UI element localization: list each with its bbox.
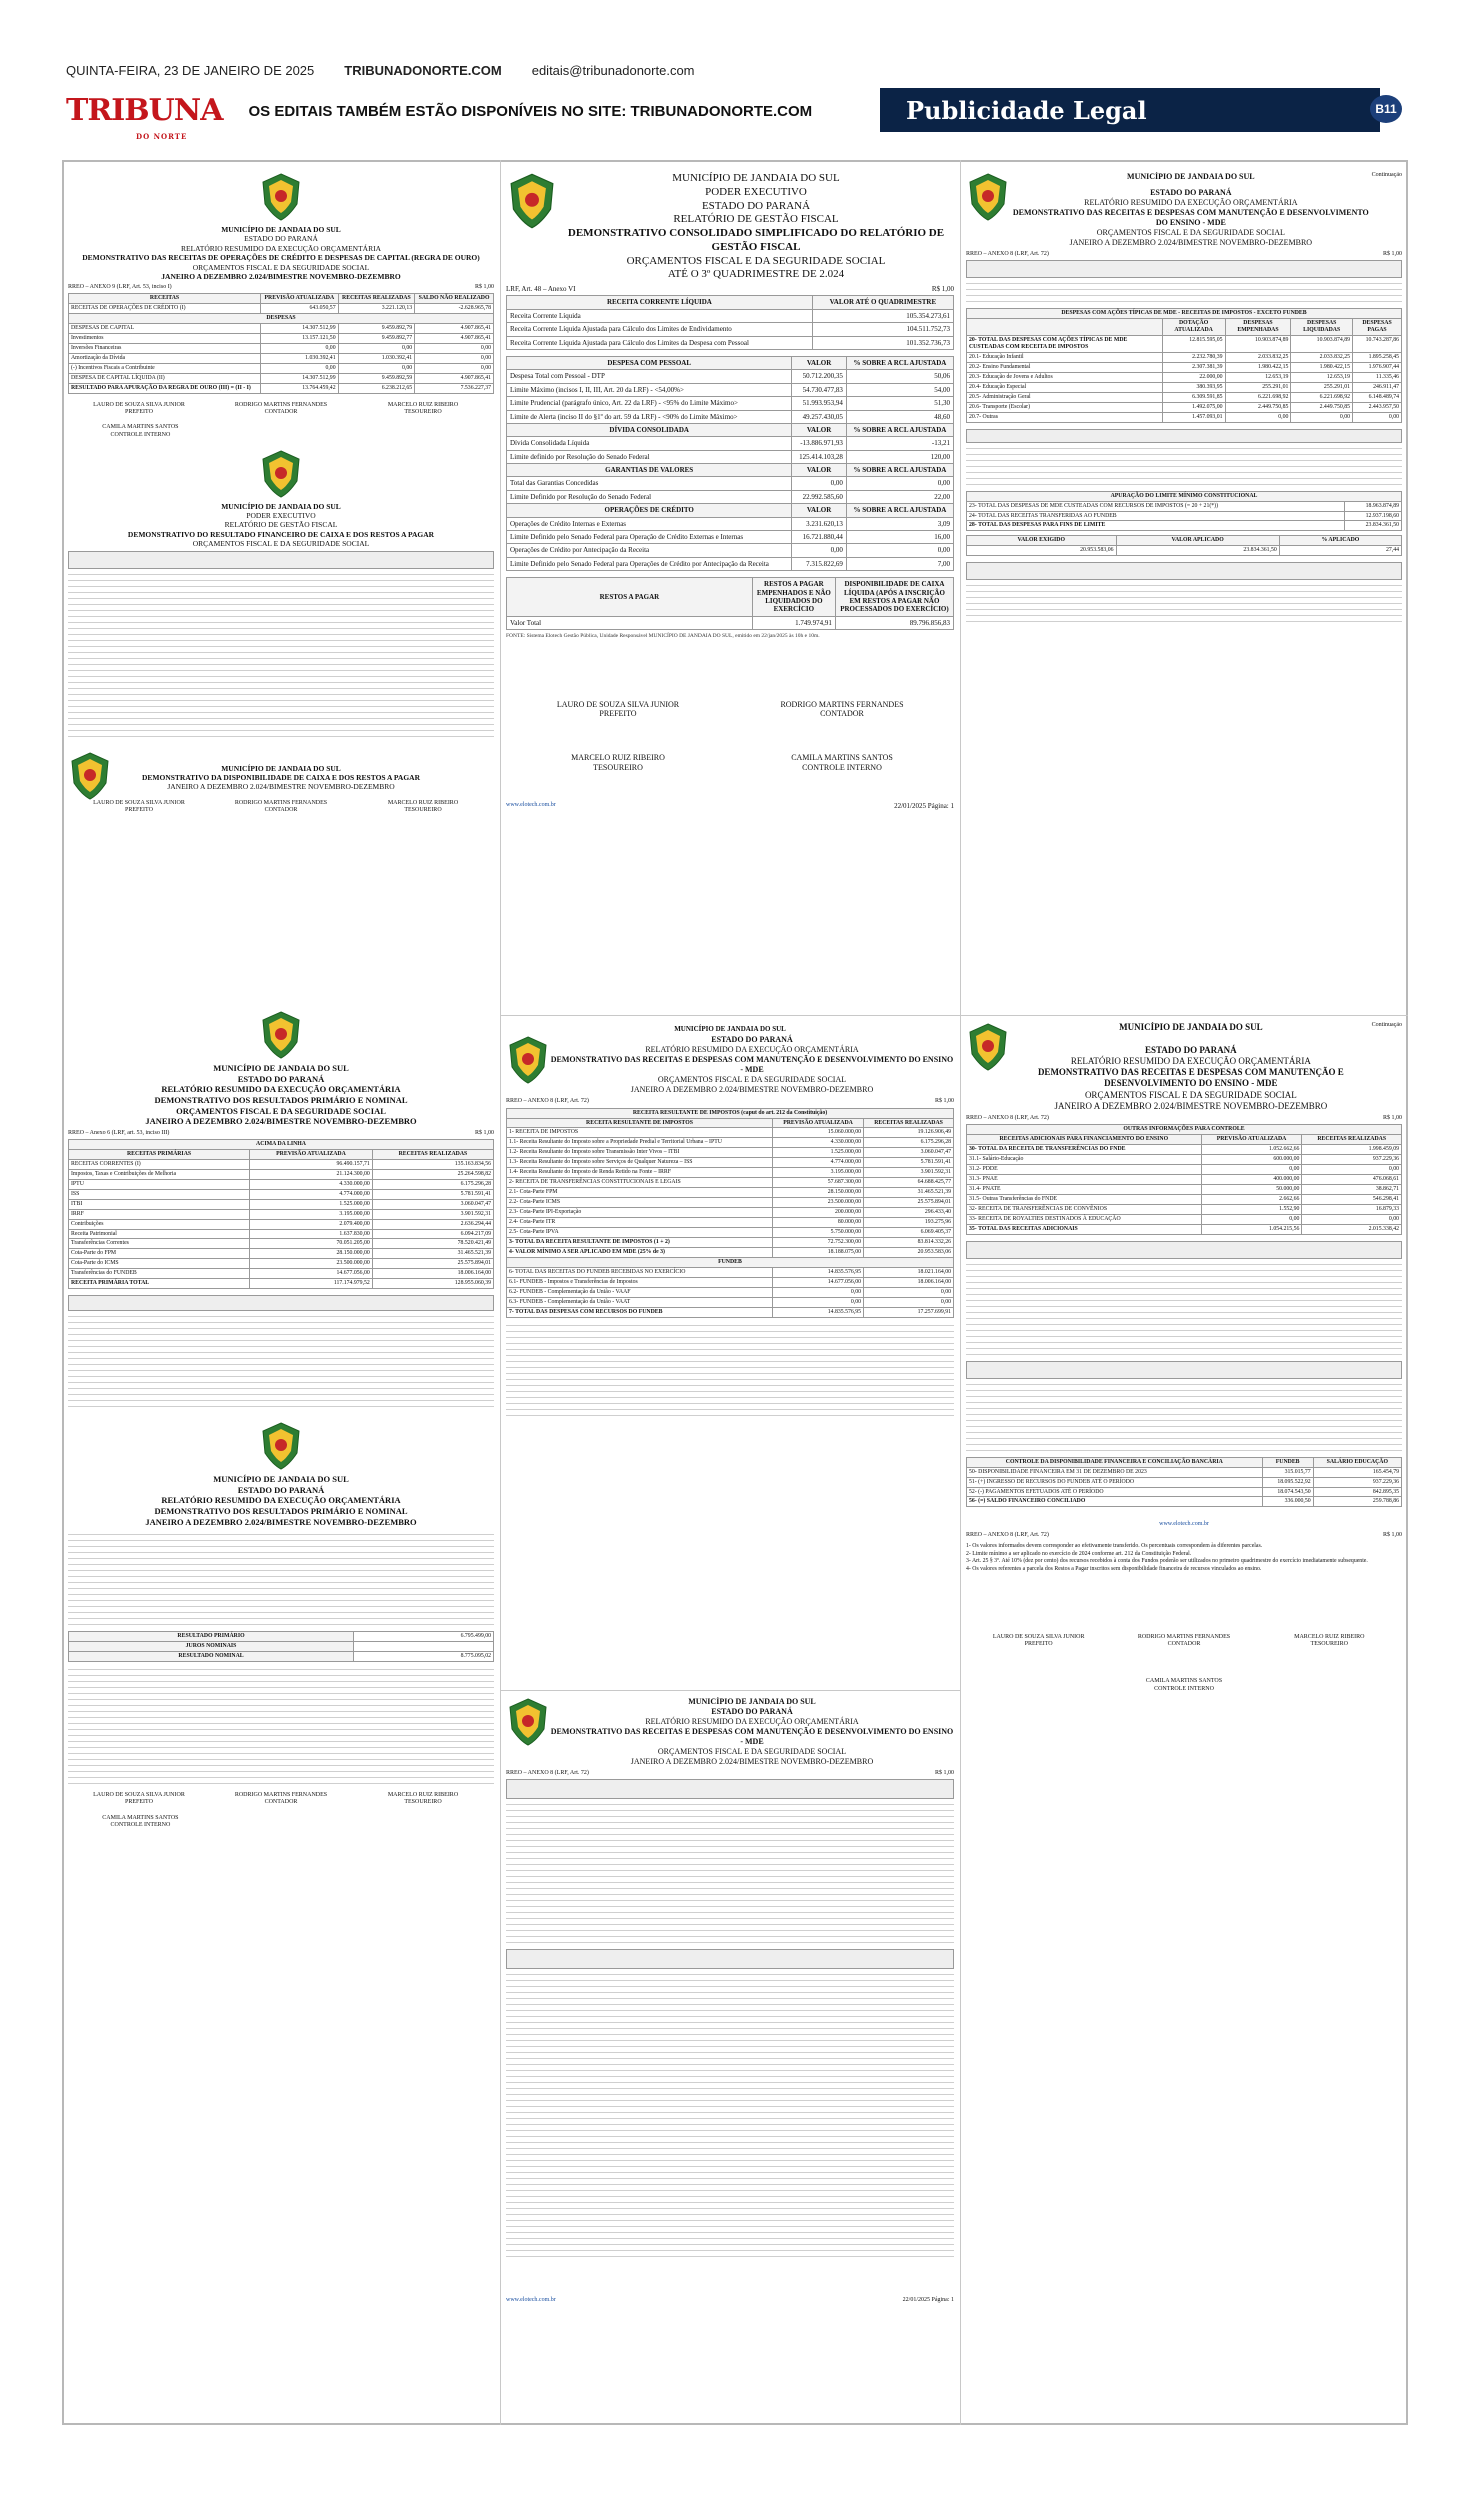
outras-despesas-lines xyxy=(966,1241,1402,1451)
table-row: 31.1- Salário-Educação 600.000,00 937.229,36 xyxy=(967,1155,1402,1165)
unit-label: R$ 1,00 xyxy=(474,284,494,291)
table-row: Limite definido por Resolução do Senado Federal 125.414.103,28 120,00 xyxy=(507,450,954,463)
table-row: Limite Definido pelo Senado Federal para Operação de Crédito Externas e Internas 16.721.880,44 16,00 xyxy=(507,531,954,544)
table-row: Operações de Crédito por Antecipação da Receita 0,00 0,00 xyxy=(507,544,954,557)
municipal-crest-icon xyxy=(966,1022,1010,1072)
table-row: 1.1- Receita Resultante do Imposto sobre a Propriedade Predial e Territorial Urbana – IPTU 4.330.000,00 6.175.296,28 xyxy=(507,1138,954,1148)
table-row: Impostos, Taxas e Contribuições de Melhoria 21.124.300,00 25.264.598,82 xyxy=(69,1169,494,1179)
valor-aplicado-table: VALOR EXIGIDO VALOR APLICADO % APLICADO 20.953.583,06 23.834.361,50 27,44 xyxy=(966,535,1402,556)
doc-title: DEMONSTRATIVO DOS RESULTADOS PRIMÁRIO E NOMINAL xyxy=(154,1094,408,1105)
disponibilidade-financeira-table: CONTROLE DA DISPONIBILIDADE FINANCEIRA E CONCILIAÇÃO BANCÁRIA FUNDEB SALÁRIO EDUCAÇÃO 50- DISPONIBILIDADE FINANCEIRA EM 31 DE DEZEMBRO DE 2023 315.015,77 165.454,79 51- (+) INGRESSO DE RECURSOS DO FUNDEB ATÉ O PERÍODO 18.095.522,92 937.229,36 52- (-) PAGAMENTOS EFETUADOS ATÉ O PERÍODO 18.074.543,50 842.895,35 56- (=) SALDO FINANCEIRO CONCILIADO 336.000,50 259.788,86 xyxy=(966,1457,1402,1508)
doc-regra-de-ouro: MUNICÍPIO DE JANDAIA DO SUL ESTADO DO PARANÁ RELATÓRIO RESUMIDO DA EXECUÇÃO ORÇAMENTÁRIA DEMONSTRATIVO DAS RECEITAS DE OPERAÇÕES DE CRÉDITO E DESPESAS DE CAPITAL (REGRA DE OURO) ORÇAMENTOS FISCAL E DA SEGURIDADE SOCIAL JANEIRO A DEZEMBRO 2.024/BIMESTRE NOVEMBRO-DEZEMBRO RREO – ANEXO 9 (LRF, Art. 53, inciso I) R$ 1,00 RECEITAS PREVISÃO ATUALIZADA RECEITAS REALIZADAS SALDO NÃO REALIZADO RECEITAS DE OPERAÇÕES DE CRÉDITO (I) 643.050,57 3.221.120,13 -2.628.965,78 DESPESAS DESPESAS DE CAPITAL 14.307.512,99 9.459.892,79 4.907.865,41 Investimentos 13.157.121,50 9.459.892,77 4.907.865,41 Inversões Financeiras 0,00 0,00 0,00 Amortização da Dívida 1.030.392,41 1.030.392,41 0,00 (-) Incentivos Fiscais a Contribuinte 0,00 0,00 0,00 DESPESA DE CAPITAL LÍQUIDA (II) 14.307.512,99 9.459.892,59 4.907.865,41 RESULTADO PARA APURAÇÃO DA REGRA DE OURO (III) = (II - I) 13.764.459,42 6.238.212,65 7.536.227,37 LAURO DE SOUZA SILVA JUNIOR PREFEITO RODRIGO MARTINS FERNANDES CONTADOR MARCELO RUIZ RIBEIRO TESOUREIRO CAMILA MARTINS SANTOS CONTROLE INTERNO MUNICÍPIO DE JANDAIA DO SUL PODER EXECUTIVO RELATÓRIO DE GESTÃO FISCAL DEMONSTRATIVO DO RESULTADO FINANCEIRO DE CAIXA E DOS RESTOS A PAGAR ORÇAMENTOS FISCAL E DA SEGURIDADE SOCIAL MUNICÍPIO DE JANDAIA DO SUL DEMONSTRATIVO DA DISPONIBILIDADE DE CAIXA E DOS RESTOS A PAGAR JANEIRO A DEZEMBRO 2.024/BIMESTRE NOVEMBRO-DEZEMBRO LAURO DE SOUZA SILVA JUNIOR PREFEITO RODRIGO MARTINS FERNANDES CONTADOR MARCELO RUIZ RIBEIRO TESOUREIRO xyxy=(68,172,494,1072)
signature-block: CAMILA MARTINS SANTOS CONTROLE INTERNO xyxy=(102,424,179,438)
table-row: 20.5- Administração Geral 6.309.591,85 6.221.698,92 6.221.698,92 6.148.489,74 xyxy=(967,392,1402,402)
table-row: Transferências Correntes 70.051.205,00 78.520.421,49 xyxy=(69,1239,494,1249)
receitas-adicionais-table: OUTRAS INFORMAÇÕES PARA CONTROLE RECEITAS ADICIONAIS PARA FINANCIAMENTO DO ENSINO PREVISÃO ATUALIZADA RECEITAS REALIZADAS 30- TOTAL DA RECEITA DE TRANSFERÊNCIAS DO FNDE 1.052.662,66 1.998.459,09 31.1- Salário-Educação 600.000,00 937.229,36 31.2- PDDE 0,00 0,00 31.3- PNAE 400.000,00 476.068,61 31.4- PNATE 50.000,00 38.862,71 31.5- Outras Transferências do FNDE 2.662,66 546.298,41 32- RECEITA DE TRANSFERÊNCIAS DE CONVÊNIOS 1.552,90 16.879,33 33- RECEITA DE ROYALTIES DESTINADOS À EDUCAÇÃO 0,00 0,00 35- TOTAL DAS RECEITAS ADICIONAIS 1.054.215,56 2.015.338,42 xyxy=(966,1124,1402,1234)
rgf-table: RECEITA CORRENTE LÍQUIDA VALOR ATÉ O QUADRIMESTRE Receita Corrente Líquida 105.354.273,61 Receita Corrente Líquida Ajustada para Cálculo dos Limites de Endividamento 104.511.752,73 Receita Corrente Líquida Ajustada para Cálculo dos Limites da Despesa com Pessoal 101.352.736,73 xyxy=(506,295,954,350)
signature-block: LAURO DE SOUZA SILVA JUNIOR PREFEITO RODRIGO MARTINS FERNANDES CONTADOR MARCELO RUIZ RIBEIRO TESOUREIRO xyxy=(992,1634,1365,1648)
doc-mde-outras-informacoes: MUNICÍPIO DE JANDAIA DO SUL ESTADO DO PARANÁ RELATÓRIO RESUMIDO DA EXECUÇÃO ORÇAMENTÁRIA DEMONSTRATIVO DAS RECEITAS E DESPESAS COM MANUTENÇÃO E DESENVOLVIMENTO DO ENSINO - MDE ORÇAMENTOS FISCAL E DA SEGURIDADE SOCIAL JANEIRO A DEZEMBRO 2.024/BIMESTRE NOVEMBRO-DEZEMBRO Continuação RREO – ANEXO 8 (LRF, Art. 72) R$ 1,00 OUTRAS INFORMAÇÕES PARA CONTROLE RECEITAS ADICIONAIS PARA FINANCIAMENTO DO ENSINO PREVISÃO ATUALIZADA RECEITAS REALIZADAS 30- TOTAL DA RECEITA DE TRANSFERÊNCIAS DO FNDE 1.052.662,66 1.998.459,09 31.1- Salário-Educação 600.000,00 937.229,36 31.2- PDDE 0,00 0,00 31.3- PNAE 400.000,00 476.068,61 31.4- PNATE 50.000,00 38.862,71 31.5- Outras Transferências do FNDE 2.662,66 546.298,41 32- RECEITA DE TRANSFERÊNCIAS DE CONVÊNIOS 1.552,90 16.879,33 33- RECEITA DE ROYALTIES DESTINADOS À EDUCAÇÃO 0,00 0,00 35- TOTAL DAS RECEITAS ADICIONAIS 1.054.215,56 2.015.338,42 CONTROLE DA DISPONIBILIDADE FINANCEIRA E CONCILIAÇÃO BANCÁRIA FUNDEB SALÁRIO EDUCAÇÃO 50- DISPONIBILIDADE FINANCEIRA EM 31 DE DEZEMBRO DE 2023 315.015,77 165.454,79 51- (+) INGRESSO DE RECURSOS DO FUNDEB ATÉ O PERÍODO 18.095.522,92 937.229,36 52- (-) PAGAMENTOS EFETUADOS ATÉ O PERÍODO 18.074.543,50 842.895,35 56- (=) SALDO FINANCEIRO CONCILIADO 336.000,50 259.788,86 www.elotech.com.br RREO – ANEXO 8 (LRF, Art. 72) R$ 1,00 1- Os valores informados devem corresponder ao efetivamente transferido. Os percentuais correspondem às diferentes parcelas. 2- Limite mínimo a ser aplicado no exercício de 2024 conforme art. 212 da Constituição Federal. 3- Art. 25 § 3º. Até 10% (dez por cento) dos recursos recebidos à conta dos Fundos poderão ser utilizados no primeiro quadrimestre do exercício imediatamente subsequente. 4- Os valores referentes a parcela dos Restos a Pagar inscritos sem disponibilidade financeira de recursos vinculados ao ensino. LAURO DE SOUZA SILVA JUNIOR PREFEITO RODRIGO MARTINS FERNANDES CONTADOR MARCELO RUIZ RIBEIRO TESOUREIRO CAMILA MARTINS SANTOS CONTROLE INTERNO xyxy=(966,1022,1402,1692)
signature-block: LAURO DE SOUZA SILVA JUNIOR PREFEITO RODRIGO MARTINS FERNANDES CONTADOR MARCELO RUIZ RIBEIRO TESOUREIRO xyxy=(93,1792,459,1806)
table-row: 20.7- Outras 1.457.093,01 0,00 0,00 0,00 xyxy=(967,412,1402,422)
table-row: 20.6- Transporte (Escolar) 1.492.075,00 2.449.750,85 2.449.750,85 2.443.957,50 xyxy=(967,402,1402,412)
municipality-name: MUNICÍPIO DE JANDAIA DO SUL xyxy=(221,225,341,234)
table-row: 35- TOTAL DAS RECEITAS ADICIONAIS 1.054.215,56 2.015.338,42 xyxy=(967,1224,1402,1234)
despesas-primarias-lines xyxy=(68,1295,494,1407)
table-row: 33- RECEITA DE ROYALTIES DESTINADOS À EDUCAÇÃO 0,00 0,00 xyxy=(967,1214,1402,1224)
table-row: 20.3- Educação de Jovens e Adultos 22.000,00 12.653,19 12.653,19 11.335,46 xyxy=(967,372,1402,382)
edital-notice: OS EDITAIS TAMBÉM ESTÃO DISPONÍVEIS NO SITE: TRIBUNADONORTE.COM xyxy=(248,102,813,120)
resultado-nominal-value: 8.775.095,02 xyxy=(354,1652,494,1662)
website-link[interactable]: TRIBUNADONORTE.COM xyxy=(344,62,502,78)
juros-label: JUROS NOMINAIS xyxy=(69,1642,354,1652)
fundeb-heading: FUNDEB xyxy=(507,1257,954,1267)
doc-title: DEMONSTRATIVO DAS RECEITAS E DESPESAS COM MANUTENÇÃO E DESENVOLVIMENTO DO ENSINO - MDE xyxy=(550,1727,954,1746)
table-row: 50- DISPONIBILIDADE FINANCEIRA EM 31 DE DEZEMBRO DE 2023 315.015,77 165.454,79 xyxy=(967,1467,1402,1477)
email-link[interactable]: editais@tribunadonorte.com xyxy=(531,62,695,78)
fundeb-indicators-lines xyxy=(966,260,1402,302)
signature-block: MARCELO RUIZ RIBEIRO TESOUREIRO CAMILA MARTINS SANTOS CONTROLE INTERNO xyxy=(571,752,893,772)
resultado-primario-label: RESULTADO PRIMÁRIO xyxy=(69,1632,354,1642)
signature-block: CAMILA MARTINS SANTOS CONTROLE INTERNO xyxy=(102,1814,179,1828)
resultado-table xyxy=(68,1631,494,1662)
table-row: Total das Garantias Concedidas 0,00 0,00 xyxy=(507,477,954,490)
col-saldo: SALDO NÃO REALIZADO xyxy=(415,294,494,304)
table-row: Receita Corrente Líquida Ajustada para Cálculo dos Limites da Despesa com Pessoal 101.352.736,73 xyxy=(507,336,954,349)
col-receitas: RECEITAS xyxy=(69,294,261,304)
table-row: 2.2- Cota-Parte ICMS 23.500.000,00 25.575.894,01 xyxy=(507,1198,954,1208)
table-row: Receita Patrimonial 1.637.830,00 6.094.217,09 xyxy=(69,1229,494,1239)
column-divider xyxy=(500,160,501,2425)
table-row: IPTU 4.330.000,00 6.175.296,28 xyxy=(69,1179,494,1189)
table-row: IRRF 3.195.000,00 3.901.592,31 xyxy=(69,1209,494,1219)
continuation-lines xyxy=(68,1529,494,1625)
table-row: 2.3- Cota-Parte IPI-Exportação 200.000,00 296.433,40 xyxy=(507,1208,954,1218)
table-row: (-) Incentivos Fiscais a Contribuinte 0,00 0,00 0,00 xyxy=(69,364,494,374)
fonte-note: FONTE: Sistema Elotech Gestão Pública, Unidade Responsável MUNICÍPIO DE JANDAIA DO SUL, emitido em 22/jan/2025 às 10h e 10m. xyxy=(506,633,820,640)
doc-rgf-simplificado: MUNICÍPIO DE JANDAIA DO SUL PODER EXECUTIVO ESTADO DO PARANÁ RELATÓRIO DE GESTÃO FISCAL DEMONSTRATIVO CONSOLIDADO SIMPLIFICADO DO RELATÓRIO DE GESTÃO FISCAL ORÇAMENTOS FISCAL E DA SEGURIDADE SOCIAL ATÉ O 3º QUADRIMESTRE DE 2.024 LRF, Art. 48 – Anexo VI R$ 1,00 RECEITA CORRENTE LÍQUIDA VALOR ATÉ O QUADRIMESTRE Receita Corrente Líquida 105.354.273,61 Receita Corrente Líquida Ajustada para Cálculo dos Limites de Endividamento 104.511.752,73 Receita Corrente Líquida Ajustada para Cálculo dos Limites da Despesa com Pessoal 101.352.736,73 DESPESA COM PESSOAL VALOR % SOBRE A RCL AJUSTADA Despesa Total com Pessoal - DTP 50.712.200,35 50,06 Limite Máximo (incisos I, II, III, Art. 20 da LRF) - <54,00%> 54.730.477,83 54,00 Limite Prudencial (parágrafo único, Art. 22 da LRF) - <95% do Limite Máximo> 51.993.953,94 51,30 Limite de Alerta (inciso II do §1º do art. 59 da LRF) - <90% do Limite Máximo> 49.257.430,05 48,60 DÍVIDA CONSOLIDADA VALOR % SOBRE A RCL AJUSTADA Dívida Consolidada Líquida -13.886.971,93 -13,21 Limite definido por Resolução do Senado Federal 125.414.103,28 120,00 GARANTIAS DE VALORES VALOR % SOBRE A RCL AJUSTADA Total das Garantias Concedidas 0,00 0,00 Limite Definido por Resolução do Senado Federal 22.992.585,60 22,00 OPERAÇÕES DE CRÉDITO VALOR % SOBRE A RCL AJUSTADA Operações de Crédito Internas e Externas 3.231.620,13 3,09 Limite Definido pelo Senado Federal para Operação de Crédito Externas e Internas 16.721.880,44 16,00 Operações de Crédito por Antecipação da Receita 0,00 0,00 Limite Definido pelo Senado Federal para Operações de Crédito por Antecipação da Receita 7.315.822,69 7,00 RESTOS A PAGAR RESTOS A PAGAR EMPENHADOS E NÃO LIQUIDADOS DO EXERCÍCIO DISPONIBILIDADE DE CAIXA LÍQUIDA (APÓS A INSCRIÇÃO EM RESTOS A PAGAR NÃO PROCESSADOS DO EXERCÍCIO) Valor Total 1.749.974,91 89.796.856,83 FONTE: Sistema Elotech Gestão Pública, Unidade Responsável MUNICÍPIO DE JANDAIA DO SUL, emitido em 22/jan/2025 às 10h e 10m. LAURO DE SOUZA SILVA JUNIOR PREFEITO RODRIGO MARTINS FERNANDES CONTADOR MARCELO RUIZ RIBEIRO TESOUREIRO CAMILA MARTINS SANTOS CONTROLE INTERNO www.elotech.com.br 22/01/2025 Página: 1 xyxy=(506,172,954,811)
table-row: Dívida Consolidada Líquida -13.886.971,93 -13,21 xyxy=(507,437,954,450)
table-row: 31.3- PNAE 400.000,00 476.068,61 xyxy=(967,1174,1402,1184)
continuation-lines xyxy=(68,1664,494,1784)
limite-constitucional-table: APURAÇÃO DO LIMITE MÍNIMO CONSTITUCIONAL 23- TOTAL DAS DESPESAS DE MDE CUSTEADAS COM RECURSOS DE IMPOSTOS (= 20 + 21(*)) 18.963.874,89 24- TOTAL DAS RECEITAS TRANSFERIDAS AO FUNDEB 12.937.198,60 28- TOTAL DAS DESPESAS PARA FINS DE LIMITE 23.834.361,50 xyxy=(966,491,1402,532)
table-row: ITBI 1.525.000,00 3.060.047,47 xyxy=(69,1199,494,1209)
elotech-link[interactable]: www.elotech.com.br xyxy=(1159,1521,1209,1528)
page-number-badge: B11 xyxy=(1370,95,1402,123)
table-row: 6- TOTAL DAS RECEITAS DO FUNDEB RECEBIDAS NO EXERCÍCIO 14.835.576,95 18.021.164,00 xyxy=(507,1267,954,1277)
column-divider xyxy=(960,160,961,2425)
doc-mde-receitas: MUNICÍPIO DE JANDAIA DO SUL ESTADO DO PARANÁ RELATÓRIO RESUMIDO DA EXECUÇÃO ORÇAMENTÁRIA DEMONSTRATIVO DAS RECEITAS E DESPESAS COM MANUTENÇÃO E DESENVOLVIMENTO DO ENSINO - MDE ORÇAMENTOS FISCAL E DA SEGURIDADE SOCIAL JANEIRO A DEZEMBRO 2.024/BIMESTRE NOVEMBRO-DEZEMBRO RREO – ANEXO 8 (LRF, Art. 72) R$ 1,00 RECEITA RESULTANTE DE IMPOSTOS (caput do art. 212 da Constituição) RECEITA RESULTANTE DE IMPOSTOS PREVISÃO ATUALIZADA RECEITAS REALIZADAS 1- RECEITA DE IMPOSTOS 15.060.000,00 19.126.906,49 1.1- Receita Resultante do Imposto sobre a Propriedade Predial e Territorial Urbana – IPTU 4.330.000,00 6.175.296,28 1.2- Receita Resultante do Imposto sobre Transmissão Inter Vivos – ITBI 1.525.000,00 3.060.047,47 1.3- Receita Resultante do Imposto sobre Serviços de Qualquer Natureza – ISS 4.774.000,00 5.781.591,41 1.4- Receita Resultante do Imposto de Renda Retido na Fonte – IRRF 3.195.000,00 3.901.592,31 2- RECEITA DE TRANSFERÊNCIAS CONSTITUCIONAIS E LEGAIS 57.687.300,00 64.688.425,77 2.1- Cota-Parte FPM 28.150.000,00 31.465.521,39 2.2- Cota-Parte ICMS 23.500.000,00 25.575.894,01 2.3- Cota-Parte IPI-Exportação 200.000,00 296.433,40 2.4- Cota-Parte ITR 80.000,00 193.275,96 2.5- Cota-Parte IPVA 5.750.000,00 6.069.405,37 3- TOTAL DA RECEITA RESULTANTE DE IMPOSTOS (1 + 2) 72.752.300,00 83.814.332,26 4- VALOR MÍNIMO A SER APLICADO EM MDE (25% de 3) 18.188.075,00 20.953.583,06 FUNDEB 6- TOTAL DAS RECEITAS DO FUNDEB RECEBIDAS NO EXERCÍCIO 14.835.576,95 18.021.164,00 6.1- FUNDEB - Impostos e Transferências de Impostos 14.677.056,00 18.006.164,00 6.2- FUNDEB - Complementação da União - VAAF 0,00 0,00 6.3- FUNDEB - Complementação da União - VAAT 0,00 0,00 7- TOTAL DAS DESPESAS COM RECURSOS DO FUNDEB 14.835.576,95 17.257.699,91 xyxy=(506,1022,954,1687)
table-row: 28- TOTAL DAS DESPESAS PARA FINS DE LIMITE 23.834.361,50 xyxy=(967,521,1402,531)
resultado-nominal-label: RESULTADO NOMINAL xyxy=(69,1652,354,1662)
signature-block: LAURO DE SOUZA SILVA JUNIOR PREFEITO RODRIGO MARTINS FERNANDES CONTADOR xyxy=(556,699,904,719)
notes-block: 1- Os valores informados devem corresponder ao efetivamente transferido. Os percentuais correspondem às diferentes parcelas. 2- Limite mínimo a ser aplicado no exercício de 2024 conforme art. 212 da Constituição Federal. 3- Art. 25 § 3º. Até 10% (dez por cento) dos recursos recebidos à conta dos Fundos poderão ser utilizados no primeiro quadrimestre do exercício imediatamente subsequente. 4- Os valores referentes a parcela dos Restos a Pagar inscritos sem disponibilidade financeira de recursos vinculados ao ensino. xyxy=(966,1542,1368,1573)
table-row: Operações de Crédito Internas e Externas 3.231.620,13 3,09 xyxy=(507,517,954,530)
municipal-crest-icon xyxy=(506,172,558,230)
row-divider xyxy=(500,1015,1408,1016)
table-row: RECEITAS CORRENTES (I) 96.490.157,71 135.163.834,56 xyxy=(69,1159,494,1169)
table-row: 24- TOTAL DAS RECEITAS TRANSFERIDAS AO FUNDEB 12.937.198,60 xyxy=(967,511,1402,521)
sub-doc-title: DEMONSTRATIVO DO RESULTADO FINANCEIRO DE CAIXA E DOS RESTOS A PAGAR xyxy=(127,529,435,539)
table-row: ISS 4.774.000,00 5.781.591,41 xyxy=(69,1189,494,1199)
table-row: DESPESA DE CAPITAL LÍQUIDA (II) 14.307.512,99 9.459.892,59 4.907.865,41 xyxy=(69,374,494,384)
report-title: RELATÓRIO RESUMIDO DA EXECUÇÃO ORÇAMENTÁRIA xyxy=(180,243,381,253)
col-previsao: PREVISÃO ATUALIZADA xyxy=(261,294,339,304)
signature-block: CAMILA MARTINS SANTOS CONTROLE INTERNO xyxy=(1145,1678,1223,1692)
table-row: 31.4- PNATE 50.000,00 38.862,71 xyxy=(967,1184,1402,1194)
continuation-label: Continuação xyxy=(1371,172,1402,178)
table-row: 2- RECEITA DE TRANSFERÊNCIAS CONSTITUCIONAIS E LEGAIS 57.687.300,00 64.688.425,77 xyxy=(507,1178,954,1188)
table-row: 2.1- Cota-Parte FPM 28.150.000,00 31.465.521,39 xyxy=(507,1188,954,1198)
table-row: Inversões Financeiras 0,00 0,00 0,00 xyxy=(69,344,494,354)
period-line: JANEIRO A DEZEMBRO 2.024/BIMESTRE NOVEMBRO-DEZEMBRO xyxy=(161,271,401,281)
table-row: Despesa Total com Pessoal - DTP 50.712.200,35 50,06 xyxy=(507,370,954,383)
table-row: 20- TOTAL DAS DESPESAS COM AÇÕES TÍPICAS DE MDE CUSTEADAS COM RECEITA DE IMPOSTOS 12.815.595,05 10.903.874,89 10.903.874,89 10.743.287,86 xyxy=(967,336,1402,353)
doc-title: DEMONSTRATIVO DAS RECEITAS DE OPERAÇÕES DE CRÉDITO E DESPESAS DE CAPITAL (REGRA DE OURO) xyxy=(82,253,480,263)
table-row: Limite Máximo (incisos I, II, III, Art. 20 da LRF) - <54,00%> 54.730.477,83 54,00 xyxy=(507,383,954,396)
table-row: 2.4- Cota-Parte ITR 80.000,00 193.275,96 xyxy=(507,1218,954,1228)
municipal-crest-icon xyxy=(68,751,112,801)
doc-title: DEMONSTRATIVO CONSOLIDADO SIMPLIFICADO DO RELATÓRIO DE GESTÃO FISCAL xyxy=(567,227,945,253)
table-row: 3- TOTAL DA RECEITA RESULTANTE DE IMPOSTOS (1 + 2) 72.752.300,00 83.814.332,26 xyxy=(507,1237,954,1247)
table-row: RESULTADO PARA APURAÇÃO DA REGRA DE OURO (III) = (II - I) 13.764.459,42 6.238.212,65 7.536.227,37 xyxy=(69,384,494,394)
resultado-primario-value: 6.795.499,00 xyxy=(354,1632,494,1642)
signature-block: LAURO DE SOUZA SILVA JUNIOR PREFEITO RODRIGO MARTINS FERNANDES CONTADOR MARCELO RUIZ RIBEIRO TESOUREIRO xyxy=(93,401,459,416)
municipal-crest-icon xyxy=(259,449,303,499)
table-row: Amortização da Dívida 1.030.392,41 1.030.392,41 0,00 xyxy=(69,354,494,364)
municipal-crest-icon xyxy=(966,172,1010,222)
table-row: 1.2- Receita Resultante do Imposto sobre Transmissão Inter Vivos – ITBI 1.525.000,00 3.060.047,47 xyxy=(507,1148,954,1158)
restos-table-lines xyxy=(68,551,494,737)
row-divider xyxy=(500,1690,960,1691)
doc-resultado-primario-nominal: MUNICÍPIO DE JANDAIA DO SUL ESTADO DO PARANÁ RELATÓRIO RESUMIDO DA EXECUÇÃO ORÇAMENTÁRIA DEMONSTRATIVO DOS RESULTADOS PRIMÁRIO E NOMINAL ORÇAMENTOS FISCAL E DA SEGURIDADE SOCIAL JANEIRO A DEZEMBRO 2.024/BIMESTRE NOVEMBRO-DEZEMBRO RREO – Anexo 6 (LRF, art. 53, inciso III) R$ 1,00 ACIMA DA LINHA RECEITAS PRIMÁRIAS PREVISÃO ATUALIZADA RECEITAS REALIZADAS RECEITAS CORRENTES (I) 96.490.157,71 135.163.834,56 Impostos, Taxas e Contribuições de Melhoria 21.124.300,00 25.264.598,82 IPTU 4.330.000,00 6.175.296,28 ISS 4.774.000,00 5.781.591,41 ITBI 1.525.000,00 3.060.047,47 IRRF 3.195.000,00 3.901.592,31 Contribuições 2.079.400,00 2.636.294,44 Receita Patrimonial 1.637.830,00 6.094.217,09 Transferências Correntes 70.051.205,00 78.520.421,49 Cota-Parte do FPM 28.150.000,00 31.465.521,39 Cota-Parte do ICMS 23.500.000,00 25.575.894,01 Transferências do FUNDEB 14.677.056,00 18.006.164,00 RECEITA PRIMÁRIA TOTAL 117.174.979,52 128.955.060,39 MUNICÍPIO DE JANDAIA DO SUL ESTADO DO PARANÁ RELATÓRIO RESUMIDO DA EXECUÇÃO ORÇAMENTÁRIA DEMONSTRATIVO DOS RESULTADOS PRIMÁRIO E NOMINAL JANEIRO A DEZEMBRO 2.024/BIMESTRE NOVEMBRO-DEZEMBRO RESULTADO PRIMÁRIO 6.795.499,00 JUROS NOMINAIS RESULTADO NOMINAL 8.775.095,02 LAURO DE SOUZA SILVA JUNIOR PREFEITO RODRIGO MARTINS FERNANDES CONTADOR MARCELO RUIZ RIBEIRO TESOUREIRO CAMILA MARTINS SANTOS CONTROLE INTERNO xyxy=(68,1010,494,2415)
doc-mde-limite: MUNICÍPIO DE JANDAIA DO SUL ESTADO DO PARANÁ RELATÓRIO RESUMIDO DA EXECUÇÃO ORÇAMENTÁRIA DEMONSTRATIVO DAS RECEITAS E DESPESAS COM MANUTENÇÃO E DESENVOLVIMENTO DO ENSINO - MDE ORÇAMENTOS FISCAL E DA SEGURIDADE SOCIAL JANEIRO A DEZEMBRO 2.024/BIMESTRE NOVEMBRO-DEZEMBRO Continuação RREO – ANEXO 8 (LRF, Art. 72) R$ 1,00 DESPESAS COM AÇÕES TÍPICAS DE MDE - RECEITAS DE IMPOSTOS - EXCETO FUNDEB DOTAÇÃO ATUALIZADA DESPESAS EMPENHADAS DESPESAS LIQUIDADAS DESPESAS PAGAS 20- TOTAL DAS DESPESAS COM AÇÕES TÍPICAS DE MDE CUSTEADAS COM RECEITA DE IMPOSTOS 12.815.595,05 10.903.874,89 10.903.874,89 10.743.287,86 20.1- Educação Infantil 2.232.780,39 2.033.832,25 2.033.832,25 1.895.258,45 20.2- Ensino Fundamental 2.307.381,39 1.980.422,15 1.980.422,15 1.976.907,44 20.3- Educação de Jovens e Adultos 22.000,00 12.653,19 12.653,19 11.335,46 20.4- Educação Especial 380.393,95 255.291,01 255.291,01 246.911,47 20.5- Administração Geral 6.309.591,85 6.221.698,92 6.221.698,92 6.148.489,74 20.6- Transporte (Escolar) 1.492.075,00 2.449.750,85 2.449.750,85 2.443.957,50 20.7- Outras 1.457.093,01 0,00 0,00 0,00 APURAÇÃO DO LIMITE MÍNIMO CONSTITUCIONAL 23- TOTAL DAS DESPESAS DE MDE CUSTEADAS COM RECURSOS DE IMPOSTOS (= 20 + 21(*)) 18.963.874,89 24- TOTAL DAS RECEITAS TRANSFERIDAS AO FUNDEB 12.937.198,60 28- TOTAL DAS DESPESAS PARA FINS DE LIMITE 23.834.361,50 VALOR EXIGIDO VALOR APLICADO % APLICADO 20.953.583,06 23.834.361,50 27,44 xyxy=(966,172,1402,1012)
municipal-crest-icon xyxy=(259,1010,303,1060)
receitas-primarias-table: ACIMA DA LINHA RECEITAS PRIMÁRIAS PREVISÃO ATUALIZADA RECEITAS REALIZADAS RECEITAS CORRENTES (I) 96.490.157,71 135.163.834,56 Impostos, Taxas e Contribuições de Melhoria 21.124.300,00 25.264.598,82 IPTU 4.330.000,00 6.175.296,28 ISS 4.774.000,00 5.781.591,41 ITBI 1.525.000,00 3.060.047,47 IRRF 3.195.000,00 3.901.592,31 Contribuições 2.079.400,00 2.636.294,44 Receita Patrimonial 1.637.830,00 6.094.217,09 Transferências Correntes 70.051.205,00 78.520.421,49 Cota-Parte do FPM 28.150.000,00 31.465.521,39 Cota-Parte do ICMS 23.500.000,00 25.575.894,01 Transferências do FUNDEB 14.677.056,00 18.006.164,00 RECEITA PRIMÁRIA TOTAL 117.174.979,52 128.955.060,39 xyxy=(68,1139,494,1289)
table-row: RECEITAS DE OPERAÇÕES DE CRÉDITO (I) 643.050,57 3.221.120,13 -2.628.965,78 xyxy=(69,304,494,314)
table-row: 51- (+) INGRESSO DE RECURSOS DO FUNDEB ATÉ O PERÍODO 18.095.522,92 937.229,36 xyxy=(967,1477,1402,1487)
table-row: 6.3- FUNDEB - Complementação da União - VAAT 0,00 0,00 xyxy=(507,1297,954,1307)
table-row: 6.1- FUNDEB - Impostos e Transferências de Impostos 14.677.056,00 18.006.164,00 xyxy=(507,1277,954,1287)
poder-line: PODER EXECUTIVO xyxy=(705,185,807,198)
continuation-lines xyxy=(506,1320,954,1416)
table-row: 52- (-) PAGAMENTOS EFETUADOS ATÉ O PERÍODO 18.074.543,50 842.895,35 xyxy=(967,1487,1402,1497)
table-row: Cota-Parte do ICMS 23.500.000,00 25.575.894,01 xyxy=(69,1259,494,1269)
table-row: 31.2- PDDE 0,00 0,00 xyxy=(967,1165,1402,1175)
table-row: Investimentos 13.157.121,50 9.459.892,77 4.907.865,41 xyxy=(69,334,494,344)
table-row: 32- RECEITA DE TRANSFERÊNCIAS DE CONVÊNIOS 1.552,90 16.879,33 xyxy=(967,1204,1402,1214)
elotech-link[interactable]: www.elotech.com.br xyxy=(506,2297,556,2304)
municipal-crest-icon xyxy=(506,1035,550,1085)
table-row: Cota-Parte do FPM 28.150.000,00 31.465.521,39 xyxy=(69,1249,494,1259)
municipal-crest-icon xyxy=(259,1421,303,1471)
table-row: 20.4- Educação Especial 380.393,95 255.291,01 255.291,01 246.911,47 xyxy=(967,382,1402,392)
table-row: 4- VALOR MÍNIMO A SER APLICADO EM MDE (25% de 3) 18.188.075,00 20.953.583,06 xyxy=(507,1247,954,1257)
acima-linha-heading: ACIMA DA LINHA xyxy=(69,1139,494,1149)
doc-title: DEMONSTRATIVO DAS RECEITAS E DESPESAS COM MANUTENÇÃO E DESENVOLVIMENTO DO ENSINO - MDE xyxy=(550,1055,954,1075)
table-row: 23- TOTAL DAS DESPESAS DE MDE CUSTEADAS COM RECURSOS DE IMPOSTOS (= 20 + 21(*)) 18.963.874,89 xyxy=(967,501,1402,511)
tribuna-logo: TRIBUNA DO NORTE xyxy=(66,93,223,141)
doc-title: DEMONSTRATIVO DAS RECEITAS E DESPESAS COM MANUTENÇÃO E DESENVOLVIMENTO DO ENSINO - MDE xyxy=(1037,1067,1344,1089)
table-row: 1.4- Receita Resultante do Imposto de Renda Retido na Fonte – IRRF 3.195.000,00 3.901.592,31 xyxy=(507,1168,954,1178)
restos-pagar-table: RESTOS A PAGAR RESTOS A PAGAR EMPENHADOS E NÃO LIQUIDADOS DO EXERCÍCIO DISPONIBILIDADE DE CAIXA LÍQUIDA (APÓS A INSCRIÇÃO EM RESTOS A PAGAR NÃO PROCESSADOS DO EXERCÍCIO) Valor Total 1.749.974,91 89.796.856,83 xyxy=(506,577,954,630)
table-row: Receita Corrente Líquida 105.354.273,61 xyxy=(507,309,954,322)
table-row: Limite Definido pelo Senado Federal para Operações de Crédito por Antecipação da Receita 7.315.822,69 7,00 xyxy=(507,557,954,570)
table-row: 1.3- Receita Resultante do Imposto sobre Serviços de Qualquer Natureza – ISS 4.774.000,00 5.781.591,41 xyxy=(507,1158,954,1168)
table-row: Contribuições 2.079.400,00 2.636.294,44 xyxy=(69,1219,494,1229)
sub-doc-title: DEMONSTRATIVO DA DISPONIBILIDADE DE CAIXA E DOS RESTOS A PAGAR xyxy=(141,772,421,782)
table-row: Limite de Alerta (inciso II do §1º do art. 59 da LRF) - <90% do Limite Máximo> 49.257.430,05 48,60 xyxy=(507,410,954,423)
table-row: 20.2- Ensino Fundamental 2.307.381,39 1.980.422,15 1.980.422,15 1.976.907,44 xyxy=(967,362,1402,372)
edition-date: QUINTA-FEIRA, 23 DE JANEIRO DE 2025 xyxy=(66,62,315,78)
table-row: Transferências do FUNDEB 14.677.056,00 18.006.164,00 xyxy=(69,1269,494,1279)
continuation-lines xyxy=(966,562,1402,622)
section-title: Publicidade Legal xyxy=(906,95,1147,125)
table-row: Receita Corrente Líquida Ajustada para Cálculo dos Limites de Endividamento 104.511.752,73 xyxy=(507,323,954,336)
doc-mde-despesas-fundeb: MUNICÍPIO DE JANDAIA DO SUL ESTADO DO PARANÁ RELATÓRIO RESUMIDO DA EXECUÇÃO ORÇAMENTÁRIA DEMONSTRATIVO DAS RECEITAS E DESPESAS COM MANUTENÇÃO E DESENVOLVIMENTO DO ENSINO - MDE ORÇAMENTOS FISCAL E DA SEGURIDADE SOCIAL JANEIRO A DEZEMBRO 2.024/BIMESTRE NOVEMBRO-DEZEMBRO RREO – ANEXO 8 (LRF, Art. 72) R$ 1,00 www.elotech.com.br 22/01/2025 Página: 1 xyxy=(506,1697,954,2304)
state-name: ESTADO DO PARANÁ xyxy=(244,234,318,244)
table-row: 2.5- Cota-Parte IPVA 5.750.000,00 6.069.405,37 xyxy=(507,1228,954,1238)
despesas-fundeb-lines xyxy=(506,1779,954,2257)
municipal-crest-icon xyxy=(506,1697,550,1747)
table-row: 20.953.583,06 23.834.361,50 27,44 xyxy=(967,546,1402,556)
receita-impostos-table: RECEITA RESULTANTE DE IMPOSTOS (caput do art. 212 da Constituição) RECEITA RESULTANTE DE IMPOSTOS PREVISÃO ATUALIZADA RECEITAS REALIZADAS 1- RECEITA DE IMPOSTOS 15.060.000,00 19.126.906,49 1.1- Receita Resultante do Imposto sobre a Propriedade Predial e Territorial Urbana – IPTU 4.330.000,00 6.175.296,28 1.2- Receita Resultante do Imposto sobre Transmissão Inter Vivos – ITBI 1.525.000,00 3.060.047,47 1.3- Receita Resultante do Imposto sobre Serviços de Qualquer Natureza – ISS 4.774.000,00 5.781.591,41 1.4- Receita Resultante do Imposto de Renda Retido na Fonte – IRRF 3.195.000,00 3.901.592,31 2- RECEITA DE TRANSFERÊNCIAS CONSTITUCIONAIS E LEGAIS 57.687.300,00 64.688.425,77 2.1- Cota-Parte FPM 28.150.000,00 31.465.521,39 2.2- Cota-Parte ICMS 23.500.000,00 25.575.894,01 2.3- Cota-Parte IPI-Exportação 200.000,00 296.433,40 2.4- Cota-Parte ITR 80.000,00 193.275,96 2.5- Cota-Parte IPVA 5.750.000,00 6.069.405,37 3- TOTAL DA RECEITA RESULTANTE DE IMPOSTOS (1 + 2) 72.752.300,00 83.814.332,26 4- VALOR MÍNIMO A SER APLICADO EM MDE (25% de 3) 18.188.075,00 20.953.583,06 FUNDEB 6- TOTAL DAS RECEITAS DO FUNDEB RECEBIDAS NO EXERCÍCIO 14.835.576,95 18.021.164,00 6.1- FUNDEB - Impostos e Transferências de Impostos 14.677.056,00 18.006.164,00 6.2- FUNDEB - Complementação da União - VAAF 0,00 0,00 6.3- FUNDEB - Complementação da União - VAAT 0,00 0,00 7- TOTAL DAS DESPESAS COM RECURSOS DO FUNDEB 14.835.576,95 17.257.699,91 xyxy=(506,1108,954,1318)
table-row: 1- RECEITA DE IMPOSTOS 15.060.000,00 19.126.906,49 xyxy=(507,1128,954,1138)
table-row: DESPESAS DE CAPITAL 14.307.512,99 9.459.892,79 4.907.865,41 xyxy=(69,324,494,334)
doc-title: DEMONSTRATIVO DAS RECEITAS E DESPESAS COM MANUTENÇÃO E DESENVOLVIMENTO DO ENSINO - MDE xyxy=(1012,208,1369,227)
budget-line: ORÇAMENTOS FISCAL E DA SEGURIDADE SOCIAL xyxy=(192,262,370,272)
table-row: Limite Definido por Resolução do Senado Federal 22.992.585,60 22,00 xyxy=(507,490,954,503)
table-row: RECEITA PRIMÁRIA TOTAL 117.174.979,52 128.955.060,39 xyxy=(69,1279,494,1289)
elotech-link[interactable]: www.elotech.com.br xyxy=(506,802,556,809)
table-row: 6.2- FUNDEB - Complementação da União - VAAF 0,00 0,00 xyxy=(507,1287,954,1297)
regra-ouro-table xyxy=(68,293,494,394)
section-banner xyxy=(880,88,1380,132)
signature-block: LAURO DE SOUZA SILVA JUNIOR PREFEITO RODRIGO MARTINS FERNANDES CONTADOR MARCELO RUIZ RIBEIRO TESOUREIRO xyxy=(93,799,459,813)
pessoal-table: DESPESA COM PESSOAL VALOR % SOBRE A RCL AJUSTADA Despesa Total com Pessoal - DTP 50.712.200,35 50,06 Limite Máximo (incisos I, II, III, Art. 20 da LRF) - <54,00%> 54.730.477,83 54,00 Limite Prudencial (parágrafo único, Art. 22 da LRF) - <95% do Limite Máximo> 51.993.953,94 51,30 Limite de Alerta (inciso II do §1º do art. 59 da LRF) - <90% do Limite Máximo> 49.257.430,05 48,60 DÍVIDA CONSOLIDADA VALOR % SOBRE A RCL AJUSTADA Dívida Consolidada Líquida -13.886.971,93 -13,21 Limite definido por Resolução do Senado Federal 125.414.103,28 120,00 GARANTIAS DE VALORES VALOR % SOBRE A RCL AJUSTADA Total das Garantias Concedidas 0,00 0,00 Limite Definido por Resolução do Senado Federal 22.992.585,60 22,00 OPERAÇÕES DE CRÉDITO VALOR % SOBRE A RCL AJUSTADA Operações de Crédito Internas e Externas 3.231.620,13 3,09 Limite Definido pelo Senado Federal para Operação de Crédito Externas e Internas 16.721.880,44 16,00 Operações de Crédito por Antecipação da Receita 0,00 0,00 Limite Definido pelo Senado Federal para Operações de Crédito por Antecipação da Receita 7.315.822,69 7,00 xyxy=(506,356,954,571)
top-info-bar xyxy=(66,60,1406,80)
municipal-crest-icon xyxy=(259,172,303,222)
table-row: Valor Total 1.749.974,91 89.796.856,83 xyxy=(507,616,954,629)
table-row: 31.5- Outras Transferências do FNDE 2.662,66 546.298,41 xyxy=(967,1194,1402,1204)
municipality-name: MUNICÍPIO DE JANDAIA DO SUL xyxy=(672,172,840,184)
continuation-lines xyxy=(966,429,1402,485)
despesas-mde-table: DESPESAS COM AÇÕES TÍPICAS DE MDE - RECEITAS DE IMPOSTOS - EXCETO FUNDEB DOTAÇÃO ATUALIZADA DESPESAS EMPENHADAS DESPESAS LIQUIDADAS DESPESAS PAGAS 20- TOTAL DAS DESPESAS COM AÇÕES TÍPICAS DE MDE CUSTEADAS COM RECEITA DE IMPOSTOS 12.815.595,05 10.903.874,89 10.903.874,89 10.743.287,86 20.1- Educação Infantil 2.232.780,39 2.033.832,25 2.033.832,25 1.895.258,45 20.2- Ensino Fundamental 2.307.381,39 1.980.422,15 1.980.422,15 1.976.907,44 20.3- Educação de Jovens e Adultos 22.000,00 12.653,19 12.653,19 11.335,46 20.4- Educação Especial 380.393,95 255.291,01 255.291,01 246.911,47 20.5- Administração Geral 6.309.591,85 6.221.698,92 6.221.698,92 6.148.489,74 20.6- Transporte (Escolar) 1.492.075,00 2.449.750,85 2.449.750,85 2.443.957,50 20.7- Outras 1.457.093,01 0,00 0,00 0,00 xyxy=(966,308,1402,422)
table-row: 20.1- Educação Infantil 2.232.780,39 2.033.832,25 2.033.832,25 1.895.258,45 xyxy=(967,352,1402,362)
table-row: Limite Prudencial (parágrafo único, Art. 22 da LRF) - <95% do Limite Máximo> 51.993.953,94 51,30 xyxy=(507,397,954,410)
rreo-reference: RREO – ANEXO 9 (LRF, Art. 53, inciso I) xyxy=(68,284,172,291)
table-row: 30- TOTAL DA RECEITA DE TRANSFERÊNCIAS DO FNDE 1.052.662,66 1.998.459,09 xyxy=(967,1145,1402,1155)
table-row: 56- (=) SALDO FINANCEIRO CONCILIADO 336.000,50 259.788,86 xyxy=(967,1497,1402,1507)
col-realizadas: RECEITAS REALIZADAS xyxy=(338,294,415,304)
despesas-heading: DESPESAS xyxy=(69,314,494,324)
table-row: 7- TOTAL DAS DESPESAS COM RECURSOS DO FUNDEB 14.835.576,95 17.257.699,91 xyxy=(507,1307,954,1317)
